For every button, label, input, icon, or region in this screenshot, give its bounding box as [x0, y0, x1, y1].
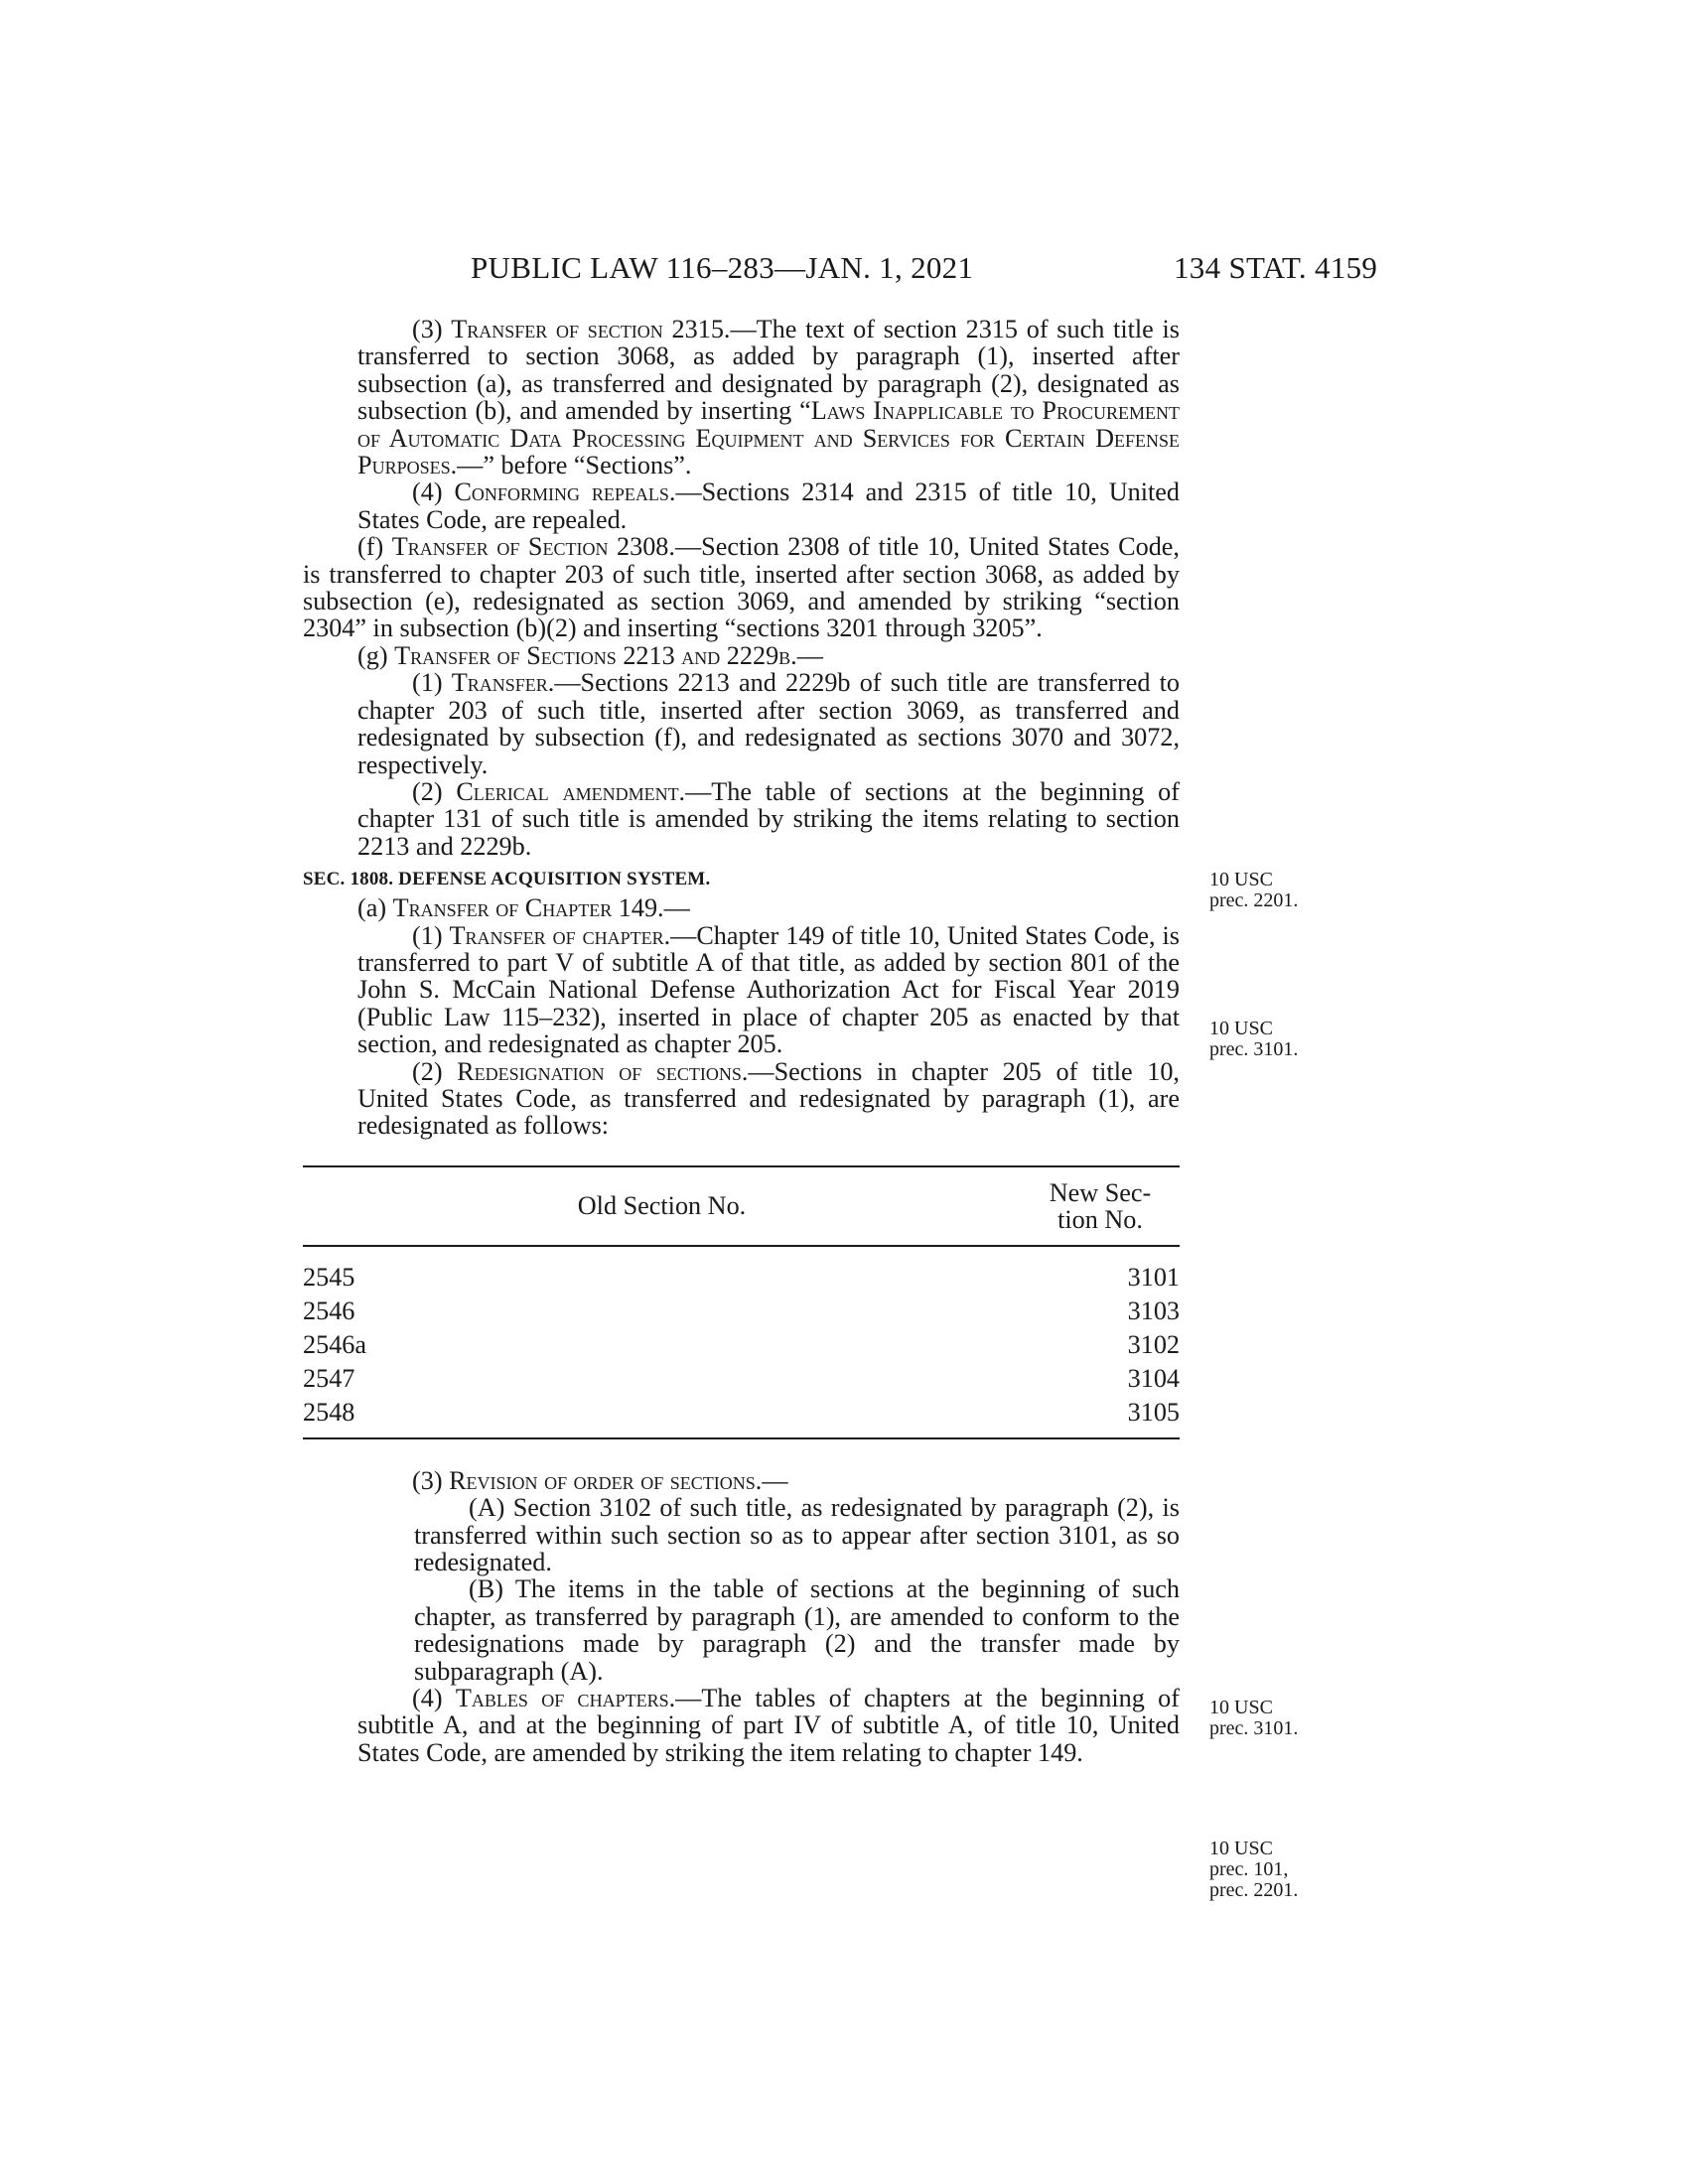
- table-row: 2548 3105: [303, 1396, 1180, 1438]
- running-header-page: 134 STAT. 4159: [1174, 250, 1378, 285]
- paragraph-2-redesignation: (2) Redesignation of sections.—Sections in chapter 205 of title 10, United States Code, as transferred and redesignated by paragraph (1), are redesignated as follows:: [357, 1056, 1180, 1141]
- page-body: [303, 316, 1180, 1766]
- table-row: 2546 3103: [303, 1296, 1180, 1325]
- subsection-f-transfer-2308: (f) Transfer of Section 2308.—Section 2308 of title 10, United States Code, is transferred to chapter 203 of such title, inserted after section 3068, as added by subsection (e), redesignated as section 3069, and amended by striking “section 2304” in subsection (b)(2) and inserting “sections 3201 through 3205”.: [303, 532, 1180, 643]
- redesignation-table: [303, 1165, 1180, 1439]
- subsection-g-heading: (g) Transfer of Sections 2213 and 2229b.—: [357, 640, 823, 670]
- paragraph-3-revision-of-order: (3) Revision of order of sections.—: [412, 1465, 788, 1495]
- paragraph-1-transfer: (1) Transfer.—Sections 2213 and 2229b of such title are transferred to chapter 203 of such title, inserted after section 3069, as transferred and redesignated by subsection (f), and redesignated as sections 3070 and 3072, respectively.: [357, 668, 1180, 779]
- paragraph-3-transfer-2315: (3) Transfer of section 2315.—The text of section 2315 of such title is transferred to section 3068, as added by paragraph (1), inserted after subsection (a), as transferred and designated by paragraph (2), designated as subsection (b), and amended by inserting “Laws Inapplicable to Procurement of Automatic Data Processing Equipment and Services for Certain Defense Purposes.—” before “Sections”.: [357, 315, 1180, 480]
- column-header-new: New Sec- tion No.: [1021, 1166, 1180, 1246]
- paragraph-4-tables-of-chapters: (4) Tables of chapters.—The tables of chapters at the beginning of subtitle A, and at the beginning of part IV of subtitle A, of title 10, United States Code, are amended by striking the item relating to chapter 149.: [357, 1684, 1180, 1767]
- margin-note-usc: 10 USC prec. 3101.: [1209, 1018, 1299, 1060]
- running-header-left: PUBLIC LAW 116–283—JAN. 1, 2021: [471, 250, 974, 285]
- paragraph-4-conforming-repeals: (4) Conforming repeals.—Sections 2314 and 2315 of title 10, United States Code, are repealed.: [357, 478, 1180, 534]
- table-row: 2546a 3102: [303, 1329, 1180, 1359]
- paragraph-1-transfer-of-chapter: (1) Transfer of chapter.—Chapter 149 of title 10, United States Code, is transferred to part V of subtitle A of that title, as added by section 801 of the John S. McCain National Defense Authorization Act for Fiscal Year 2019 (Public Law 115–232), inserted in place of chapter 205 as enacted by that section, and redesignated as chapter 205.: [357, 920, 1180, 1059]
- table-row: 2547 3104: [303, 1363, 1180, 1393]
- table-row: 2545 3101: [303, 1262, 1180, 1292]
- margin-note-usc: 10 USC prec. 101, prec. 2201.: [1209, 1838, 1299, 1901]
- subparagraph-b: (B) The items in the table of sections at the beginning of such chapter, as transferred by paragraph (1), are amended to conform to the redesignations made by paragraph (2) and the transfer made by subparagraph (A).: [414, 1574, 1180, 1686]
- column-header-old: Old Section No.: [303, 1166, 1021, 1246]
- margin-note-usc: 10 USC prec. 2201.: [1209, 869, 1299, 911]
- subparagraph-a: (A) Section 3102 of such title, as redesignated by paragraph (2), is transferred within such section so as to appear after section 3101, as so redesignated.: [414, 1493, 1180, 1576]
- paragraph-2-clerical-amendment: (2) Clerical amendment.—The table of sections at the beginning of chapter 131 of such title is amended by striking the items relating to section 2213 and 2229b.: [357, 776, 1180, 861]
- section-heading: SEC. 1808. DEFENSE ACQUISITION SYSTEM.: [303, 869, 711, 890]
- margin-note-usc: 10 USC prec. 3101.: [1209, 1697, 1299, 1739]
- subsection-a-heading: (a) Transfer of Chapter 149.—: [357, 893, 690, 923]
